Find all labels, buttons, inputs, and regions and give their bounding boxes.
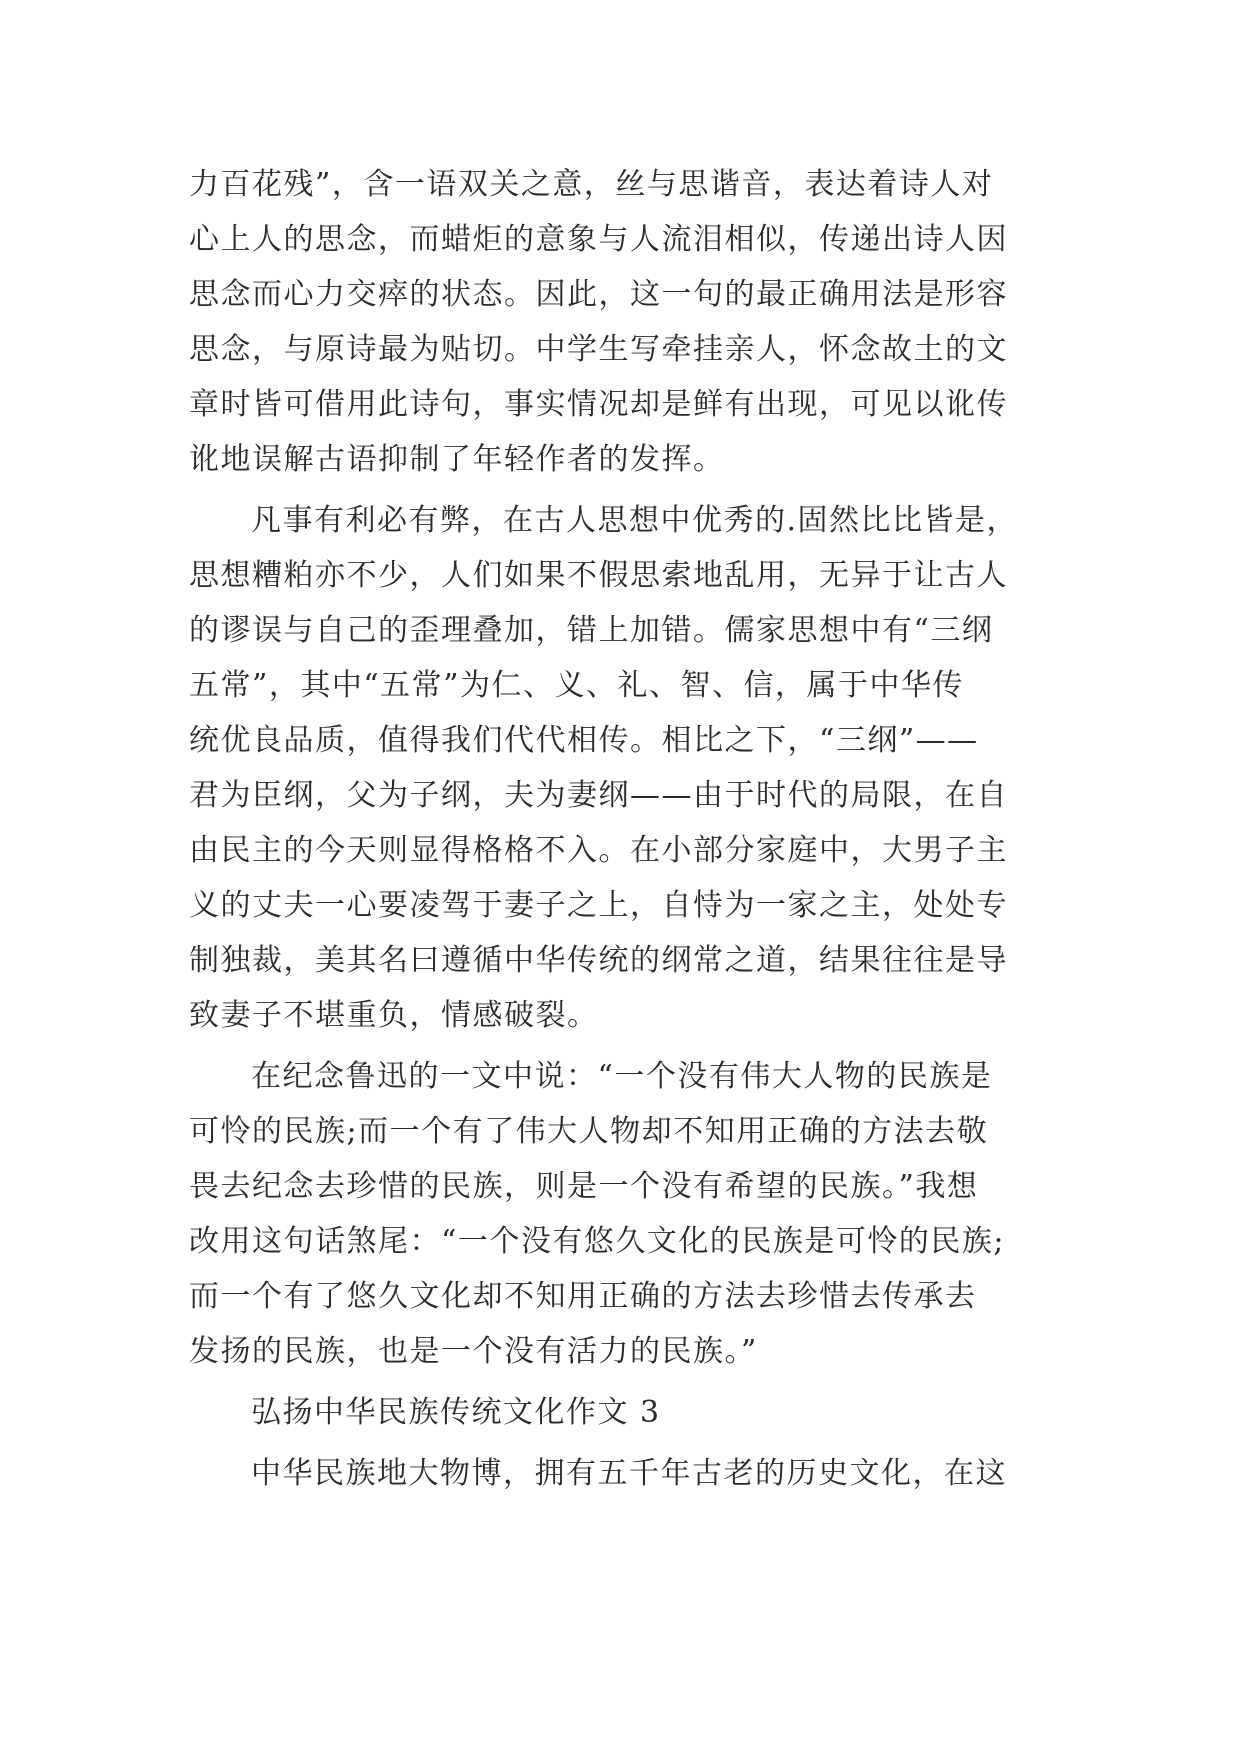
text-line: 畏去纪念去珍惜的民族，则是一个没有希望的民族。”我想 <box>189 1169 979 1204</box>
text-line: 思念而心力交瘁的状态。因此，这一句的最正确用法是形容 <box>189 277 1008 312</box>
text-line: 五常”，其中“五常”为仁、义、礼、智、信，属于中华传 <box>189 668 965 703</box>
text-line: 制独裁，美其名曰遵循中华传统的纲常之道，结果往往是导 <box>189 943 1008 978</box>
text-line: 统优良品质，值得我们代代相传。相比之下，“三纲”—— <box>189 723 979 758</box>
text-line: 君为臣纲，父为子纲，夫为妻纲——由于时代的局限，在自 <box>189 778 1008 813</box>
text-line: 在纪念鲁迅的一文中说：“一个没有伟大人物的民族是 <box>251 1059 993 1094</box>
text-line: 思想糟粕亦不少，人们如果不假思索地乱用，无异于让古人 <box>189 558 1008 593</box>
text-line: 可怜的民族;而一个有了伟大人物却不知用正确的方法去敬 <box>189 1114 989 1149</box>
text-line: 义的丈夫一心要凌驾于妻子之上，自恃为一家之主，处处专 <box>189 888 1008 923</box>
text-line: 中华民族地大物博，拥有五千年古老的历史文化，在这 <box>251 1456 1007 1491</box>
text-line: 讹地误解古语抑制了年轻作者的发挥。 <box>189 442 725 477</box>
text-line: 致妻子不堪重负，情感破裂。 <box>189 998 599 1033</box>
text-line: 由民主的今天则显得格格不入。在小部分家庭中，大男子主 <box>189 833 1008 868</box>
paragraph <box>189 1385 1059 1440</box>
text-line: 思念，与原诗最为贴切。中学生写牵挂亲人，怀念故土的文 <box>189 332 1008 367</box>
text-line: 章时皆可借用此诗句，事实情况却是鲜有出现，可见以讹传 <box>189 387 1008 422</box>
text-line: 弘扬中华民族传统文化作文 3 <box>251 1395 661 1430</box>
paragraph <box>189 493 1059 1043</box>
paragraph <box>189 1446 1059 1501</box>
text-line: 凡事有利必有弊，在古人思想中优秀的.固然比比皆是， <box>251 503 1019 538</box>
article-body <box>189 157 1059 1501</box>
text-line: 改用这句话煞尾：“一个没有悠久文化的民族是可怜的民族; <box>189 1224 1005 1259</box>
paragraph <box>189 1049 1059 1379</box>
text-line: 发扬的民族，也是一个没有活力的民族。” <box>189 1334 758 1369</box>
text-line: 力百花残”，含一语双关之意，丝与思谐音，表达着诗人对 <box>189 167 994 202</box>
text-line: 而一个有了悠久文化却不知用正确的方法去珍惜去传承去 <box>189 1279 977 1314</box>
text-line: 心上人的思念，而蜡炬的意象与人流泪相似，传递出诗人因 <box>189 222 1008 257</box>
paragraph <box>189 157 1059 487</box>
text-line: 的谬误与自己的歪理叠加，错上加错。儒家思想中有“三纲 <box>189 613 994 648</box>
